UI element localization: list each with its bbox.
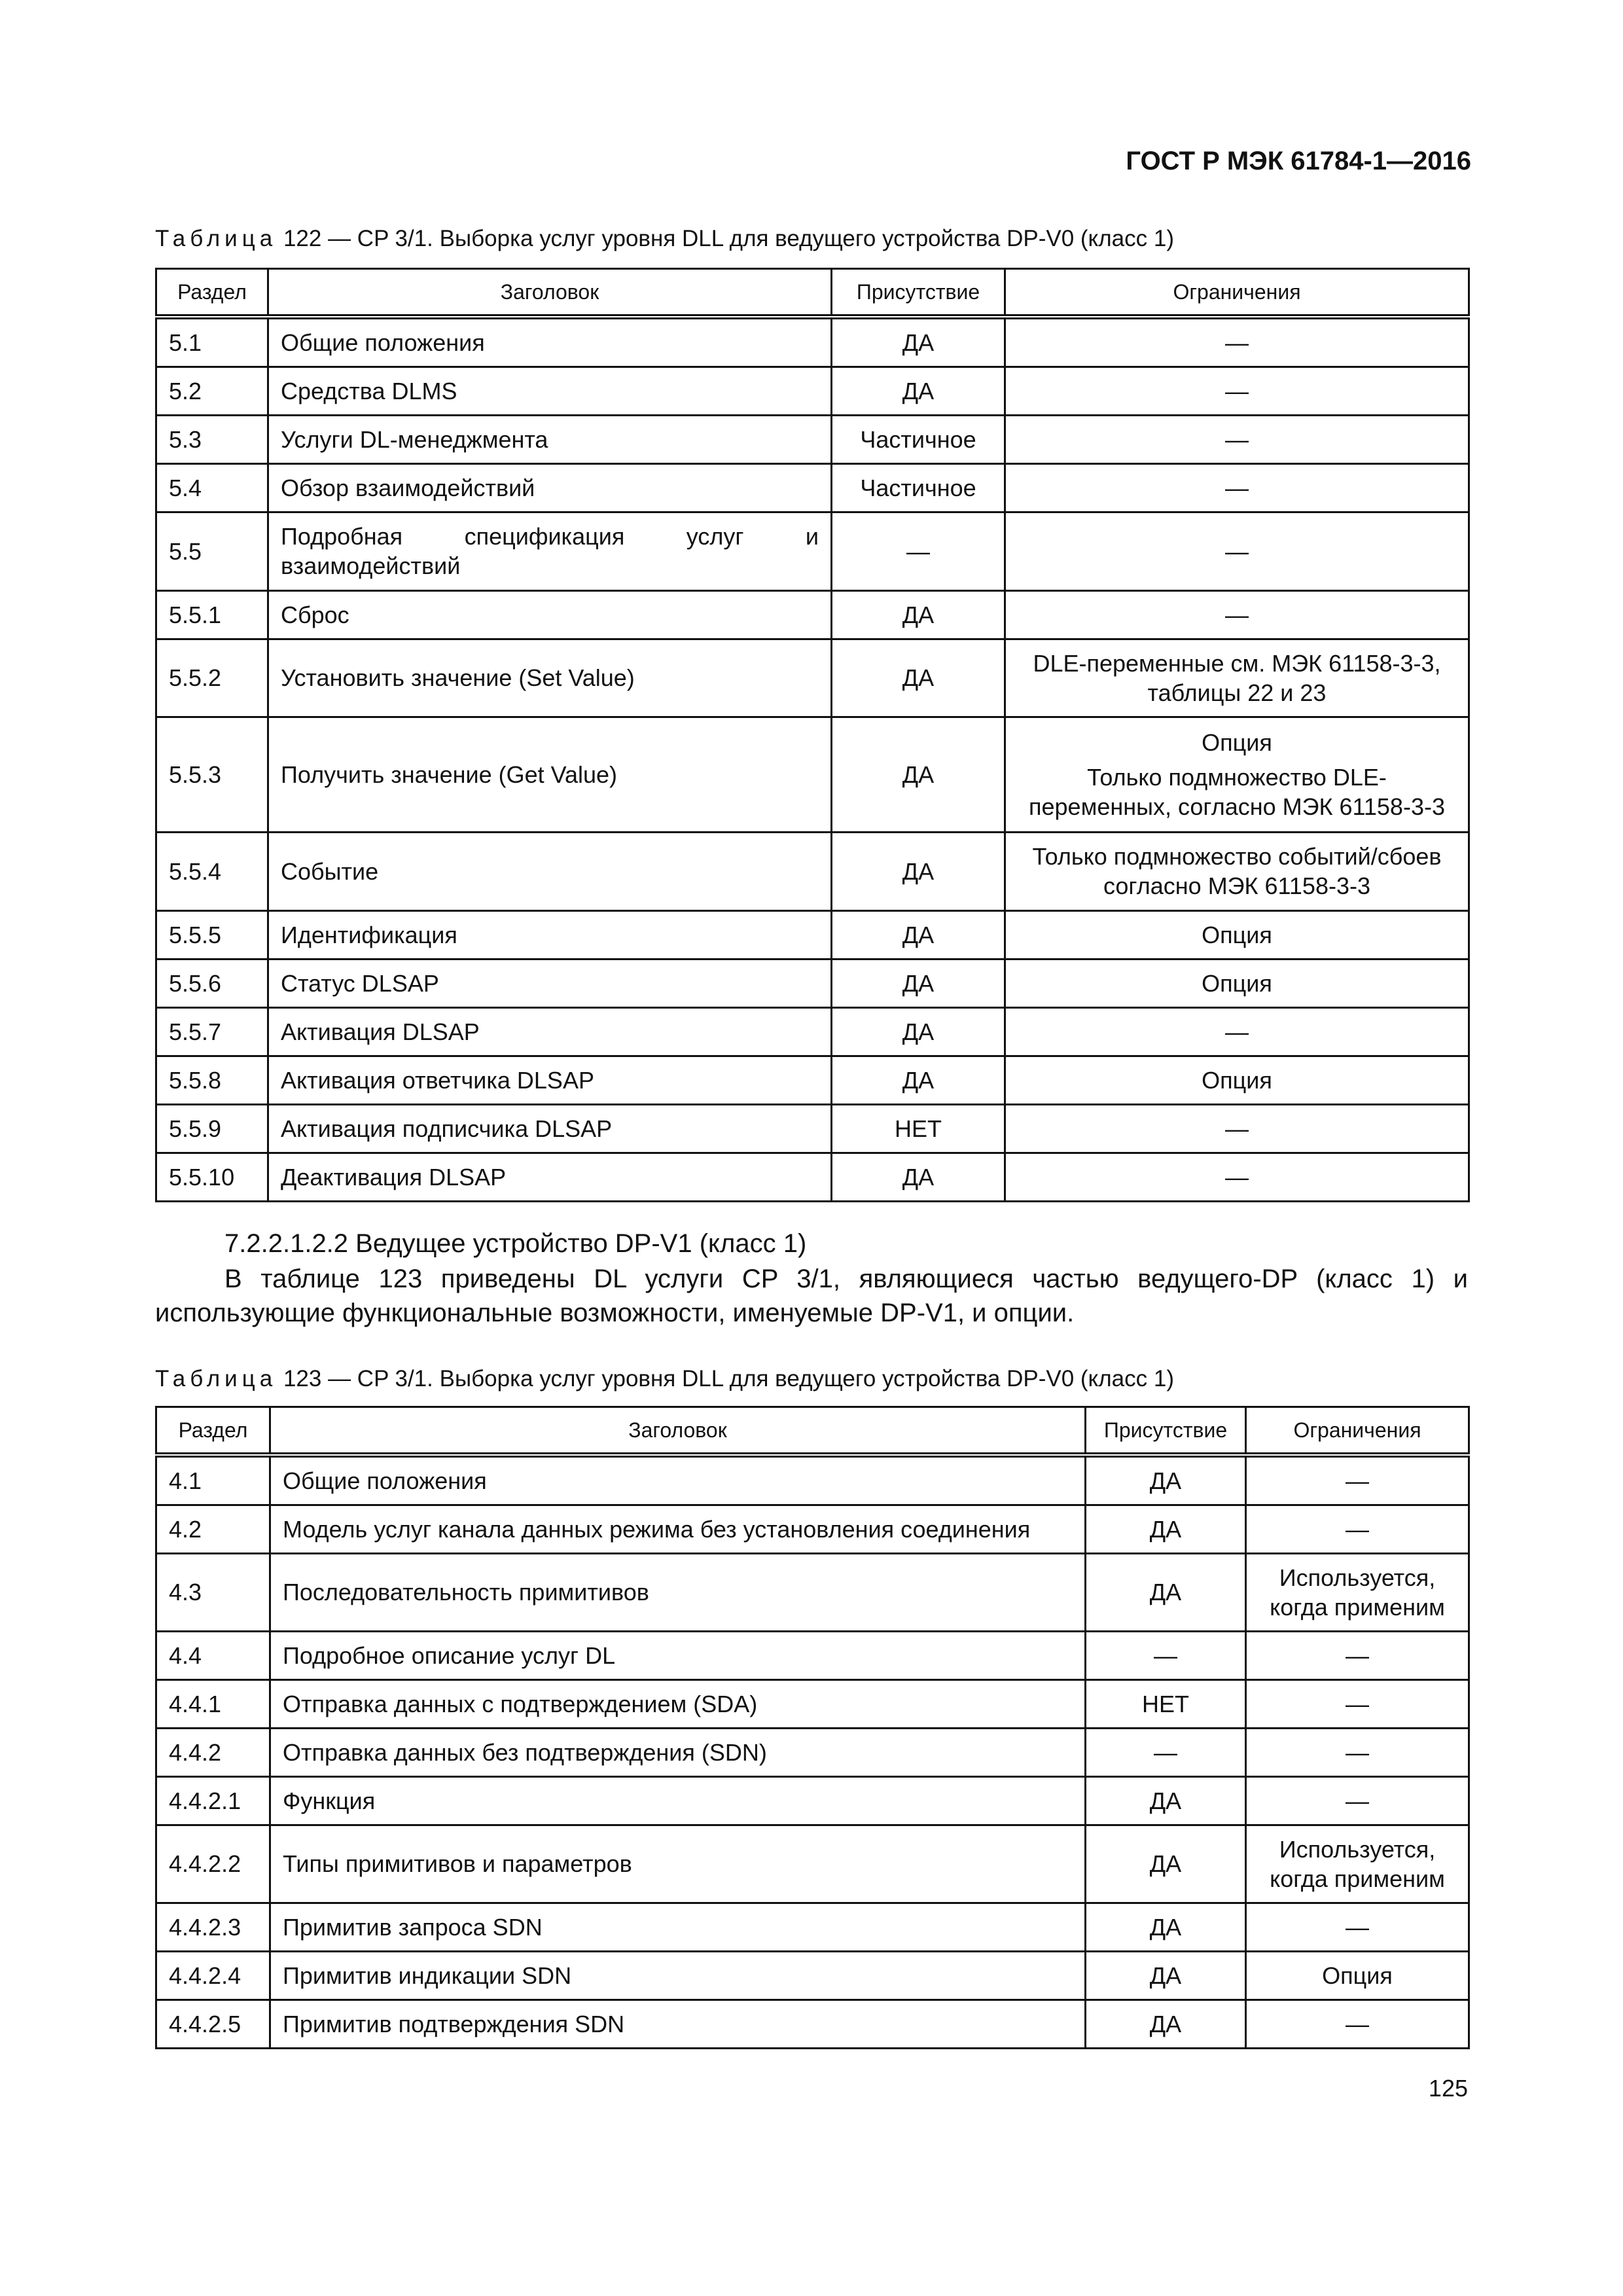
table-122 (155, 268, 1470, 1202)
cell-title: Типы примитивов и параметров (270, 1825, 1086, 1903)
cell-presence: ДА (1086, 1455, 1246, 1505)
table-122-caption-prefix: Таблица (155, 226, 277, 251)
table-row (156, 1007, 1469, 1056)
table-123-caption-text: 123 — CP 3/1. Выборка услуг уровня DLL для ведущего устройства DP-V0 (класс 1) (277, 1366, 1174, 1391)
cell-section: 4.4.1 (156, 1679, 270, 1728)
cell-constraints: — (1246, 1903, 1469, 1951)
cell-title: Активация DLSAP (268, 1007, 832, 1056)
cell-section: 4.4.2.4 (156, 1951, 270, 2000)
cell-title: Событие (268, 832, 832, 910)
table-123-caption-prefix: Таблица (155, 1366, 277, 1391)
cell-presence: — (1086, 1631, 1246, 1679)
cell-section: 4.4.2.3 (156, 1903, 270, 1951)
cell-title: Сброс (268, 590, 832, 639)
constraint-line: — (1225, 377, 1249, 404)
table-row (156, 317, 1469, 367)
section-paragraph: В таблице 123 приведены DL услуги CP 3/1, являющиеся частью ведущего-DP (класс 1) и использующие функциональные возможности, именуемые DP-V1, и опции. (155, 1265, 1469, 1327)
cell-title: Отправка данных без подтверждения (SDN) (270, 1728, 1086, 1776)
cell-constraints: Используется, когда применим (1246, 1825, 1469, 1903)
cell-title: Модель услуг канала данных режима без установления соединения (270, 1505, 1086, 1553)
table-row (156, 1153, 1469, 1201)
cell-presence: Частичное (832, 463, 1005, 512)
table-122-caption (155, 226, 1174, 252)
cell-title: Примитив запроса SDN (270, 1903, 1086, 1951)
cell-constraints: — (1246, 1505, 1469, 1553)
cell-presence: ДА (832, 959, 1005, 1007)
cell-presence: ДА (832, 1056, 1005, 1104)
cell-section: 4.3 (156, 1553, 270, 1631)
cell-constraints: — (1246, 1728, 1469, 1776)
cell-constraints: — (1246, 1455, 1469, 1505)
cell-constraints (1005, 639, 1469, 717)
table-row (156, 959, 1469, 1007)
cell-title: Услуги DL-менеджмента (268, 415, 832, 463)
constraint-line: Опция (1202, 969, 1272, 997)
column-header-presence: Присутствие (832, 269, 1005, 317)
table-row (156, 415, 1469, 463)
table-row (156, 1056, 1469, 1104)
cell-constraints (1005, 959, 1469, 1007)
constraint-line: Только подмножество DLE-переменных, согласно МЭК 61158-3-3 (1029, 763, 1445, 820)
cell-constraints: — (1246, 2000, 1469, 2048)
constraint-line: Опция (1202, 921, 1272, 948)
table-row (156, 1903, 1469, 1951)
cell-section: 5.1 (156, 317, 268, 367)
cell-constraints (1005, 415, 1469, 463)
cell-title: Общие положения (270, 1455, 1086, 1505)
table-123-caption (155, 1366, 1174, 1392)
column-header-title: Заголовок (270, 1407, 1086, 1456)
cell-section: 5.5.10 (156, 1153, 268, 1201)
cell-presence: ДА (832, 1153, 1005, 1201)
cell-section: 5.5 (156, 512, 268, 590)
table-row (156, 2000, 1469, 2048)
table-row (156, 1679, 1469, 1728)
cell-presence: ДА (1086, 1553, 1246, 1631)
cell-constraints (1005, 512, 1469, 590)
constraint-line: — (1225, 1115, 1249, 1142)
cell-title: Последовательность примитивов (270, 1553, 1086, 1631)
cell-constraints: — (1246, 1679, 1469, 1728)
column-header-title: Заголовок (268, 269, 832, 317)
cell-constraints (1005, 1104, 1469, 1153)
cell-section: 4.4.2.5 (156, 2000, 270, 2048)
cell-constraints (1005, 910, 1469, 959)
table-row (156, 1505, 1469, 1553)
column-header-section: Раздел (156, 1407, 270, 1456)
cell-constraints: — (1246, 1631, 1469, 1679)
cell-title: Подробная спецификация услуг и взаимодействий (268, 512, 832, 590)
cell-section: 4.4.2.1 (156, 1776, 270, 1825)
cell-section: 5.5.8 (156, 1056, 268, 1104)
cell-title: Активация подписчика DLSAP (268, 1104, 832, 1153)
constraint-line: — (1225, 425, 1249, 453)
table-row (156, 590, 1469, 639)
table-123 (155, 1406, 1470, 2049)
cell-presence: — (832, 512, 1005, 590)
table-row (156, 512, 1469, 590)
cell-section: 4.1 (156, 1455, 270, 1505)
cell-section: 4.4.2 (156, 1728, 270, 1776)
cell-section: 4.2 (156, 1505, 270, 1553)
cell-title: Подробное описание услуг DL (270, 1631, 1086, 1679)
cell-presence: НЕТ (1086, 1679, 1246, 1728)
cell-title: Установить значение (Set Value) (268, 639, 832, 717)
cell-title: Идентификация (268, 910, 832, 959)
table-row (156, 639, 1469, 717)
table-row (156, 1104, 1469, 1153)
cell-constraints: Используется, когда применим (1246, 1553, 1469, 1631)
table-row (156, 463, 1469, 512)
cell-presence: ДА (832, 910, 1005, 959)
cell-section: 4.4 (156, 1631, 270, 1679)
cell-section: 5.5.6 (156, 959, 268, 1007)
column-header-presence: Присутствие (1086, 1407, 1246, 1456)
table-row (156, 1951, 1469, 2000)
table-row (156, 367, 1469, 415)
table-122-header-row (156, 269, 1469, 317)
cell-presence: ДА (832, 317, 1005, 367)
standard-header: ГОСТ Р МЭК 61784-1—2016 (1126, 147, 1471, 175)
cell-presence: ДА (1086, 1776, 1246, 1825)
column-header-section: Раздел (156, 269, 268, 317)
cell-presence: ДА (832, 590, 1005, 639)
cell-section: 5.3 (156, 415, 268, 463)
cell-presence: ДА (1086, 1951, 1246, 2000)
cell-presence: ДА (832, 1007, 1005, 1056)
constraint-line: — (1225, 1163, 1249, 1191)
cell-section: 5.2 (156, 367, 268, 415)
table-row (156, 1825, 1469, 1903)
table-row (156, 1553, 1469, 1631)
cell-presence: — (1086, 1728, 1246, 1776)
table-row (156, 1631, 1469, 1679)
cell-presence: ДА (832, 832, 1005, 910)
column-header-constraints: Ограничения (1246, 1407, 1469, 1456)
cell-presence: НЕТ (832, 1104, 1005, 1153)
cell-section: 5.5.3 (156, 717, 268, 832)
cell-presence: ДА (832, 367, 1005, 415)
constraint-line: DLE-переменные см. МЭК 61158-3-3, таблицы 22 и 23 (1033, 649, 1441, 706)
column-header-constraints: Ограничения (1005, 269, 1469, 317)
cell-presence: ДА (1086, 2000, 1246, 2048)
cell-title: Общие положения (268, 317, 832, 367)
constraint-line: Опция (1202, 1066, 1272, 1094)
constraint-line: — (1225, 474, 1249, 501)
cell-title: Деактивация DLSAP (268, 1153, 832, 1201)
table-row (156, 1776, 1469, 1825)
cell-title: Функция (270, 1776, 1086, 1825)
cell-section: 5.5.2 (156, 639, 268, 717)
cell-section: 5.5.9 (156, 1104, 268, 1153)
cell-presence: ДА (832, 717, 1005, 832)
cell-presence: ДА (1086, 1505, 1246, 1553)
cell-section: 4.4.2.2 (156, 1825, 270, 1903)
cell-constraints (1005, 717, 1469, 832)
table-row (156, 910, 1469, 959)
cell-constraints (1005, 1007, 1469, 1056)
cell-constraints (1005, 832, 1469, 910)
table-123-header-row (156, 1407, 1469, 1456)
cell-title: Обзор взаимодействий (268, 463, 832, 512)
cell-constraints (1005, 1153, 1469, 1201)
cell-constraints: Опция (1246, 1951, 1469, 2000)
table-row (156, 1728, 1469, 1776)
page-number: 125 (1428, 2075, 1468, 2102)
cell-section: 5.5.4 (156, 832, 268, 910)
constraint-line: — (1225, 601, 1249, 628)
table-122-body (156, 317, 1469, 1201)
cell-title: Примитив индикации SDN (270, 1951, 1086, 2000)
section-heading: 7.2.2.1.2.2 Ведущее устройство DP-V1 (класс 1) (224, 1229, 807, 1258)
cell-constraints (1005, 1056, 1469, 1104)
cell-title: Отправка данных с подтверждением (SDA) (270, 1679, 1086, 1728)
cell-section: 5.5.7 (156, 1007, 268, 1056)
cell-section: 5.5.5 (156, 910, 268, 959)
cell-constraints (1005, 590, 1469, 639)
table-122-caption-text: 122 — CP 3/1. Выборка услуг уровня DLL для ведущего устройства DP-V0 (класс 1) (277, 226, 1174, 251)
cell-presence: ДА (1086, 1903, 1246, 1951)
table-row (156, 832, 1469, 910)
cell-presence: ДА (832, 639, 1005, 717)
cell-title: Средства DLMS (268, 367, 832, 415)
table-row (156, 717, 1469, 832)
cell-title: Получить значение (Get Value) (268, 717, 832, 832)
cell-constraints (1005, 317, 1469, 367)
table-123-body (156, 1455, 1469, 2048)
cell-presence: Частичное (832, 415, 1005, 463)
constraint-line: — (1225, 537, 1249, 565)
cell-constraints (1005, 367, 1469, 415)
cell-title: Активация ответчика DLSAP (268, 1056, 832, 1104)
constraint-line: Опция (1202, 728, 1272, 756)
constraint-line: — (1225, 1018, 1249, 1045)
cell-constraints (1005, 463, 1469, 512)
constraint-line: Только подмножество событий/сбоев согласно МЭК 61158-3-3 (1032, 843, 1442, 899)
cell-presence: ДА (1086, 1825, 1246, 1903)
cell-section: 5.5.1 (156, 590, 268, 639)
cell-title: Статус DLSAP (268, 959, 832, 1007)
cell-constraints: — (1246, 1776, 1469, 1825)
cell-section: 5.4 (156, 463, 268, 512)
cell-title: Примитив подтверждения SDN (270, 2000, 1086, 2048)
constraint-line: — (1225, 329, 1249, 356)
table-row (156, 1455, 1469, 1505)
